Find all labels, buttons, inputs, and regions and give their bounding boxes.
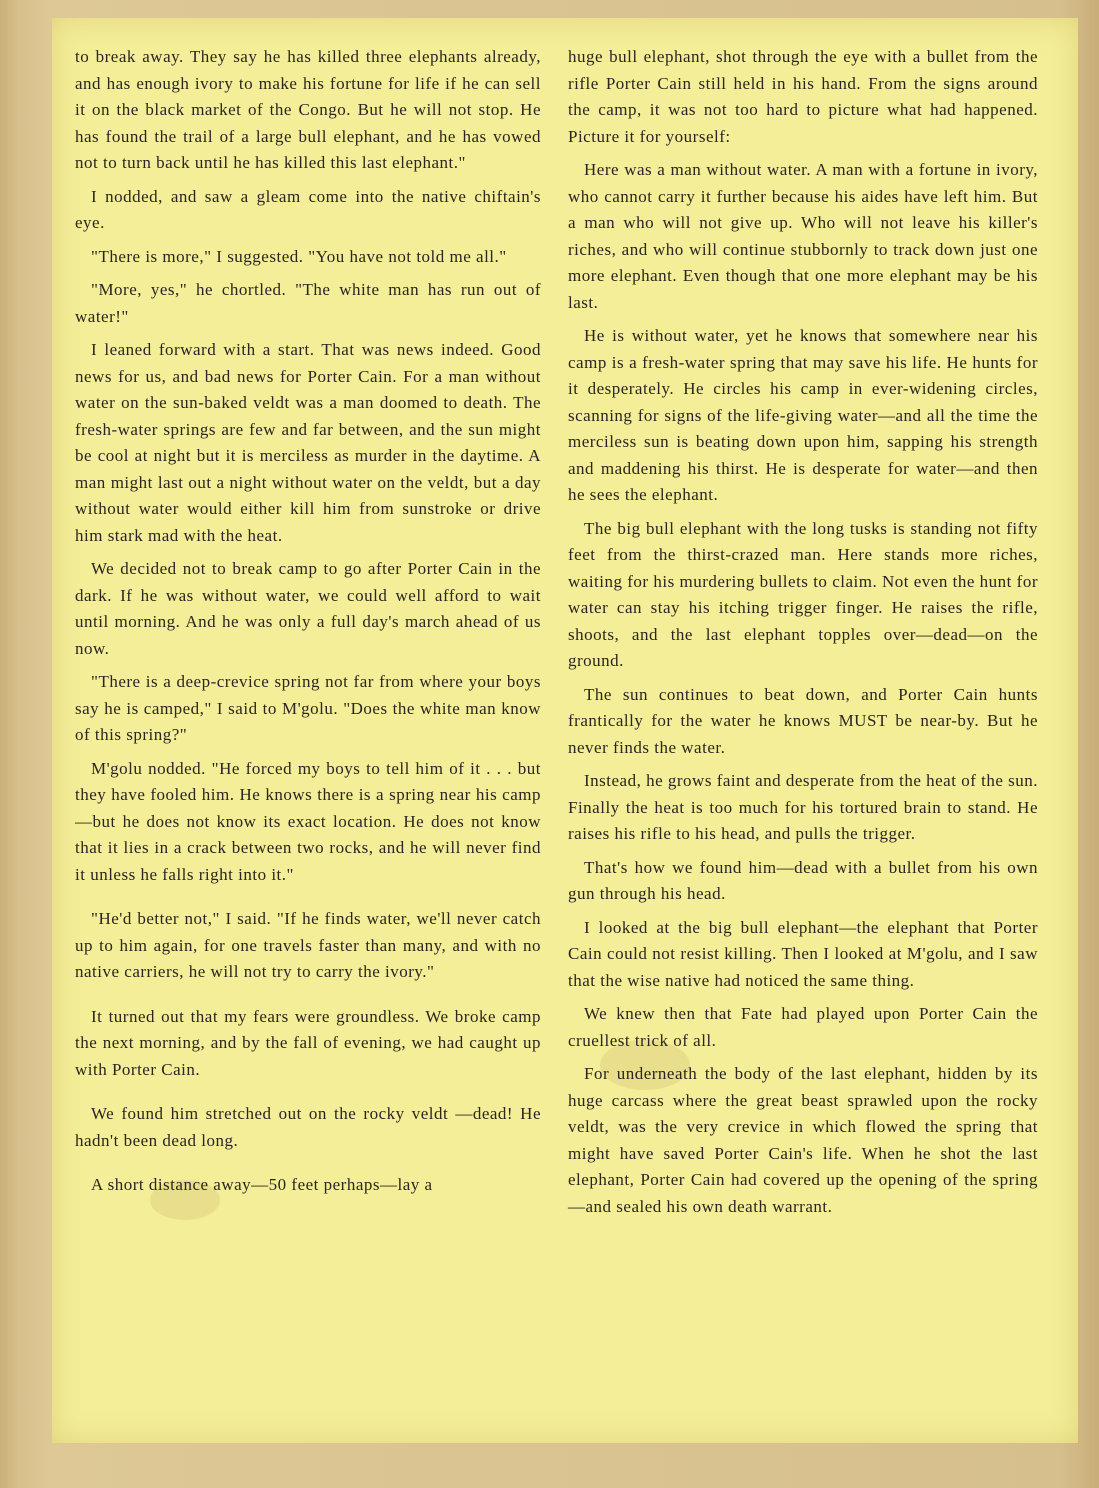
paragraph: I looked at the big bull elephant—the elephant that Porter Cain could not resist killing. Then I looked at M'golu, and I saw that the wise native had noticed the same thing. xyxy=(568,917,1038,990)
paragraph: Here was a man without water. A man with a fortune in ivory, who cannot carry it further because his aides have left him. But a man who will not give up. Who will not leave his killer's riches, and who will continue stubbornly to track down just one more elephant. Even though that one more elephant may be his last. xyxy=(568,160,1038,312)
paragraph: "More, yes," he chortled. "The white man has run out of water!" xyxy=(75,280,541,326)
paragraph: I leaned forward with a start. That was news indeed. Good news for us, and bad news for Porter Cain. For a man without water on the sun-baked veldt was a man doomed to death. The fresh-water springs are few and far between, and the sun might be cool at night but it is merciless as murder in the daytime. A man might last out a night without water on the veldt, but a day without water would either kill him from sunstroke or drive him stark mad with the heat. xyxy=(75,340,541,545)
paragraph: Instead, he grows faint and desperate from the heat of the sun. Finally the heat is too much for his tortured brain to stand. He raises his rifle to his head, and pulls the trigger. xyxy=(568,771,1038,843)
paragraph: huge bull elephant, shot through the eye with a bullet from the rifle Porter Cain still held in his hand. From the signs around the camp, it was not too hard to picture what had happened. Picture it for yourself: xyxy=(568,47,1038,146)
paragraph: M'golu nodded. "He forced my boys to tell him of it . . . but they have fooled him. He knows there is a spring near his camp—but he does not know its exact location. He does not know that it lies in a crack between two rocks, and he will never find it unless he falls right into it." xyxy=(75,758,541,884)
paragraph: We decided not to break camp to go after Porter Cain in the dark. If he was without water, we could well afford to wait until morning. And he was only a full day's march ahead of us now. xyxy=(75,559,541,658)
paragraph: I nodded, and saw a gleam come into the native chiftain's eye. xyxy=(75,186,541,232)
paragraph: He is without water, yet he knows that somewhere near his camp is a fresh-water spring that may save his life. He hunts for it desperately. He circles his camp in ever-widening circles, scanning for signs of the life-giving water—and all the time the merciless sun is beating down upon him, sapping his strength and maddening his thirst. He is desperate for water—and then he sees the elephant. xyxy=(568,326,1038,504)
paragraph: For underneath the body of the last elephant, hidden by its huge carcass where the great beast sprawled upon the rocky veldt, was the very crevice in which flowed the spring that might have saved Porter Cain's life. When he shot the last elephant, Porter Cain had covered up the opening of the spring—and sealed his own death warrant. xyxy=(568,1064,1038,1216)
paragraph: "There is a deep-crevice spring not far from where your boys say he is camped," I said to M'golu. "Does the white man know of this spring?" xyxy=(75,672,541,744)
paragraph: "There is more," I suggested. "You have not told me all." xyxy=(91,246,507,266)
right-column xyxy=(568,44,1038,1227)
paragraph: A short distance away—50 feet perhaps—lay a xyxy=(91,1175,433,1194)
paragraph: It turned out that my fears were groundless. We broke camp the next morning, and by the fall of evening, we had caught up with Porter Cain. xyxy=(75,1006,541,1079)
paragraph: We knew then that Fate had played upon Porter Cain the cruellest trick of all. xyxy=(568,1004,1038,1050)
paragraph: The big bull elephant with the long tusks is standing not fifty feet from the thirst-crazed man. Here stands more riches, waiting for his murdering bullets to claim. Not even the hunt for water can stay his itching trigger finger. He raises the rifle, shoots, and the last elephant topples over—dead—on the ground. xyxy=(568,518,1038,670)
paragraph: "He'd better not," I said. "If he finds water, we'll never catch up to him again, for one travels faster than many, and with no native carriers, he will not try to carry the ivory." xyxy=(75,909,541,981)
paragraph: The sun continues to beat down, and Porter Cain hunts frantically for the water he knows MUST be near-by. But he never finds the water. xyxy=(568,684,1038,757)
paragraph: to break away. They say he has killed three elephants already, and has enough ivory to make his fortune for life if he can sell it on the black market of the Congo. But he will not stop. He has found the trail of a large bull elephant, and he has vowed not to turn back until he has killed this last elephant." xyxy=(75,47,541,172)
paragraph: That's how we found him—dead with a bullet from his own gun through his head. xyxy=(568,857,1038,903)
paragraph: We found him stretched out on the rocky veldt —dead! He hadn't been dead long. xyxy=(75,1104,541,1150)
left-column xyxy=(75,44,541,1206)
